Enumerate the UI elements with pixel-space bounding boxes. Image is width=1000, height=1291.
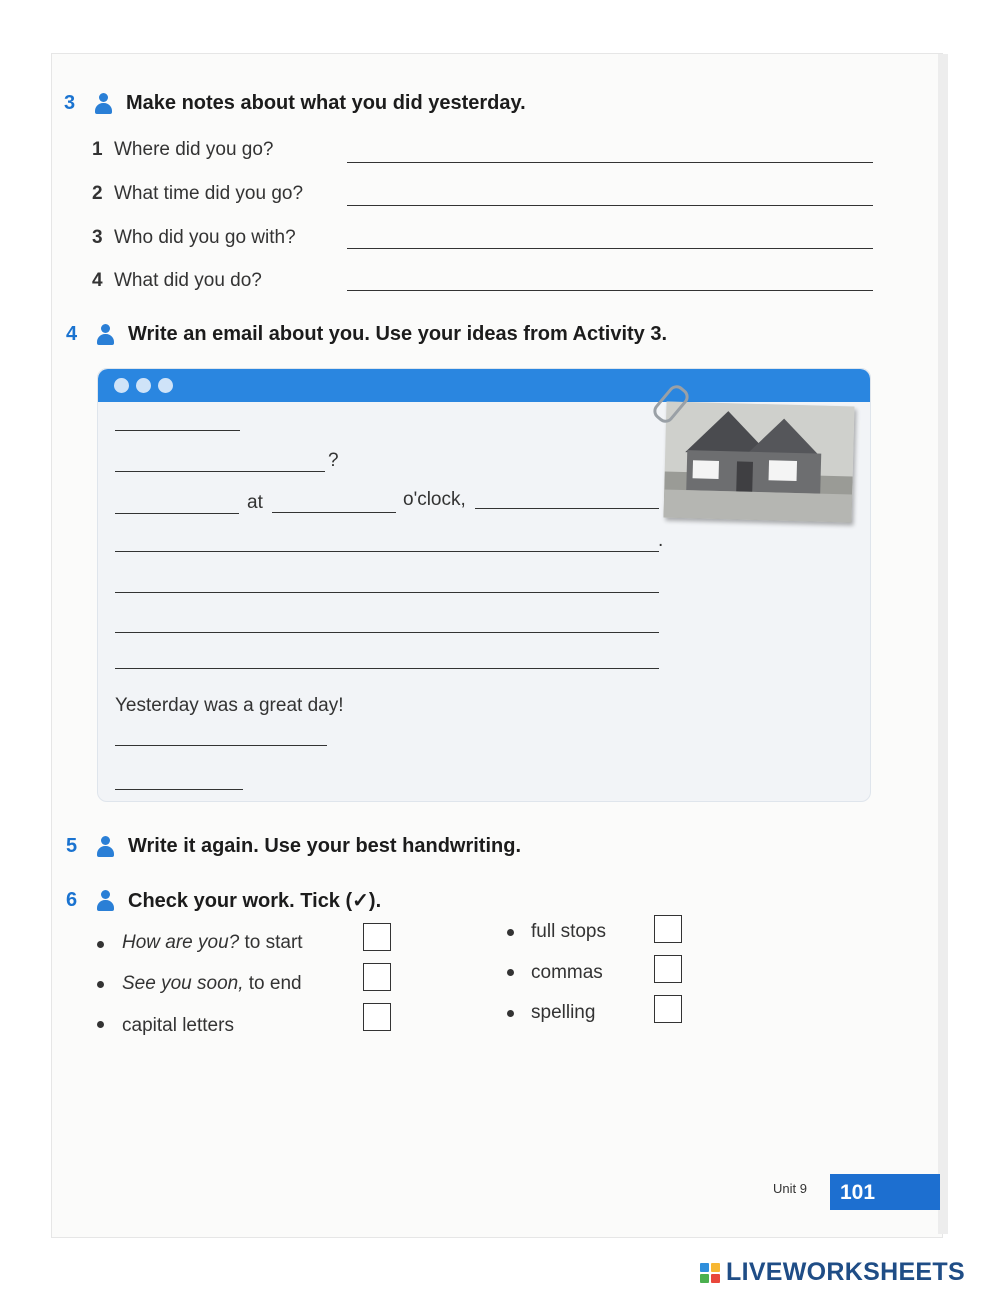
answer-line-2[interactable] <box>347 205 873 206</box>
question-3: 3 Who did you go with? <box>92 227 296 248</box>
checklist-item-see-you-soon: See you soon, to end <box>122 973 302 994</box>
activity-title: Write it again. Use your best handwriting. <box>128 835 522 857</box>
activity-4-header <box>66 323 667 346</box>
time-line[interactable] <box>272 512 396 513</box>
who-line[interactable] <box>475 508 659 509</box>
answer-line-1[interactable] <box>347 162 873 163</box>
at-label: at <box>247 492 263 513</box>
person-icon <box>94 93 112 115</box>
activity-3-header <box>64 92 526 115</box>
greeting-line[interactable] <box>115 430 240 431</box>
checkbox-capital-letters[interactable] <box>363 1003 391 1031</box>
name-line[interactable] <box>115 789 243 790</box>
question-2: 2 What time did you go? <box>92 183 304 204</box>
window-dot <box>158 378 173 393</box>
bullet <box>97 981 104 988</box>
person-icon <box>96 890 114 912</box>
activity-5-header <box>66 835 521 858</box>
checklist-item-full-stops: full stops <box>531 921 606 942</box>
bullet <box>507 1010 514 1017</box>
activity-title: Check your work. Tick (✓). <box>128 890 382 912</box>
bullet <box>97 1021 104 1028</box>
checkbox-commas[interactable] <box>654 955 682 983</box>
bullet <box>507 929 514 936</box>
checkbox-full-stops[interactable] <box>654 915 682 943</box>
checklist-item-capital-letters: capital letters <box>122 1015 234 1036</box>
activity-number: 4 <box>66 323 78 345</box>
logo-icon <box>700 1263 720 1283</box>
answer-line-3[interactable] <box>347 248 873 249</box>
answer-line-4[interactable] <box>347 290 873 291</box>
activity-line-4[interactable] <box>115 668 659 669</box>
unit-label: Unit 9 <box>773 1181 807 1196</box>
activity-number: 6 <box>66 889 78 911</box>
checkbox-see-you-soon[interactable] <box>363 963 391 991</box>
bullet <box>507 969 514 976</box>
house-photo <box>664 402 855 523</box>
person-icon <box>96 324 114 346</box>
page-edge <box>938 54 948 1234</box>
checklist-item-commas: commas <box>531 962 603 983</box>
activity-line-3[interactable] <box>115 632 659 633</box>
question-1: 1 Where did you go? <box>92 139 274 160</box>
window-dot <box>136 378 151 393</box>
activity-number: 3 <box>64 92 76 114</box>
period: . <box>658 530 664 551</box>
question-4: 4 What did you do? <box>92 270 262 291</box>
activity-6-header <box>66 888 381 913</box>
activity-title: Make notes about what you did yesterday. <box>126 92 526 114</box>
oclock-label: o'clock, <box>403 489 466 510</box>
closing-sentence: Yesterday was a great day! <box>115 695 344 716</box>
page-number: 101 <box>830 1174 940 1210</box>
checkbox-how-are-you[interactable] <box>363 923 391 951</box>
checkbox-spelling[interactable] <box>654 995 682 1023</box>
activity-title: Write an email about you. Use your ideas from Activity 3. <box>128 323 668 345</box>
liveworksheets-logo <box>700 1258 965 1287</box>
person-icon <box>96 836 114 858</box>
checklist-item-spelling: spelling <box>531 1002 596 1023</box>
place-line[interactable] <box>115 513 239 514</box>
activity-line-2[interactable] <box>115 592 659 593</box>
checklist-item-how-are-you: How are you? to start <box>122 932 303 953</box>
question-mark: ? <box>328 450 339 471</box>
question-line[interactable] <box>115 471 325 472</box>
email-window-bar <box>98 369 870 402</box>
sign-off-line[interactable] <box>115 745 327 746</box>
window-dot <box>114 378 129 393</box>
logo-text: LIVEWORKSHEETS <box>726 1258 965 1286</box>
activity-number: 5 <box>66 835 78 857</box>
activity-line-1[interactable] <box>115 551 659 552</box>
bullet <box>97 941 104 948</box>
